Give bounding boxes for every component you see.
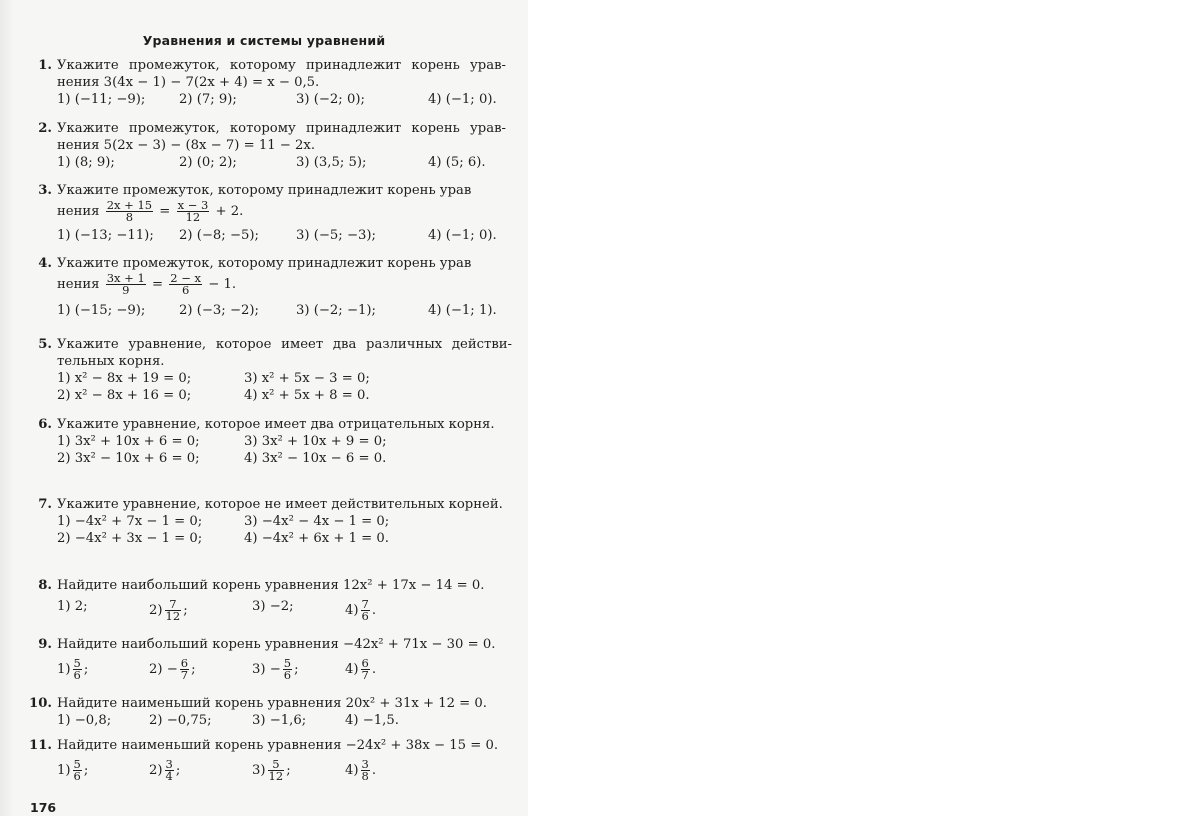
fraction: $\frac{2 - x}{6}$ — [170, 270, 201, 297]
answer-option: 2) 3x² − 10x + 6 = 0; — [57, 450, 200, 466]
problem-number: 4. — [38, 256, 52, 271]
problem-text: Укажите промежуток, которому принадлежит корень урав — [57, 256, 472, 271]
problem-number: 10. — [29, 696, 52, 711]
answer-option: 1) x² − 8x + 19 = 0; — [57, 370, 192, 386]
problem-1 — [28, 58, 506, 110]
answer-option: 1) 3x² + 10x + 6 = 0; — [57, 433, 200, 449]
answer-option: 4) $\frac{6}{7}$ . — [345, 655, 377, 682]
answer-option: 1) (−13; −11); — [57, 227, 154, 243]
problem-4: 4. Укажите промежуток, которому принадлежит корень урав нения $\frac{3x + 1}{9}$ = $\frac{2 - x}{6}$ − 1. 1) (−15; −9); 2) (−3; −2); 3) (−2; −1); 4) (−1; 1). — [28, 256, 506, 321]
problem-number: 5. — [38, 337, 52, 352]
section-title: Уравнения и системы уравнений — [142, 33, 386, 48]
problem-text: Найдите наибольший корень уравнения 12x² + 17x − 14 = 0. — [57, 578, 485, 593]
problem-text: Укажите уравнение, которое не имеет действительных корней. — [57, 497, 503, 512]
answer-option: 2) $\frac{7}{12}$ ; — [149, 596, 188, 623]
fraction: $\frac{x - 3}{12}$ — [177, 197, 209, 224]
answer-option: 2) (−8; −5); — [179, 227, 259, 243]
problem-number: 9. — [38, 637, 52, 652]
problem-text: Найдите наименьший корень уравнения −24x² + 38x − 15 = 0. — [57, 738, 499, 753]
problem-6 — [28, 417, 506, 468]
answer-option: 4) (5; 6). — [428, 154, 486, 170]
problem-7 — [28, 497, 506, 548]
answer-option: 2) x² − 8x + 16 = 0; — [57, 387, 192, 403]
answer-option: 4) 3x² − 10x − 6 = 0. — [244, 450, 387, 466]
answer-option: 3) (−2; −1); — [296, 302, 376, 318]
problem-number: 2. — [38, 121, 52, 136]
answer-option: 1) $\frac{5}{6}$ ; — [57, 756, 89, 783]
answer-option: 3) (3,5; 5); — [296, 154, 367, 170]
answer-option: 3) −4x² − 4x − 1 = 0; — [244, 513, 390, 529]
problem-text: Укажите промежуток, которому принадлежит корень уравнения 3(4x − 1) − 7(2x + 4) = x − 0,5. — [57, 58, 506, 90]
answer-option: 4) x² + 5x + 8 = 0. — [244, 387, 370, 403]
fraction: $\frac{3x + 1}{9}$ — [106, 270, 145, 297]
textbook-page — [0, 0, 528, 816]
problem-text: Укажите промежуток, которому принадлежит корень уравнения 5(2x − 3) − (8x − 7) = 11 − 2x. — [57, 121, 506, 153]
answer-option: 4) (−1; 1). — [428, 302, 497, 318]
answer-option: 1) (8; 9); — [57, 154, 115, 170]
answer-option: 3) 3x² + 10x + 9 = 0; — [244, 433, 387, 449]
answer-option: 3) − $\frac{5}{6}$ ; — [252, 655, 299, 682]
problem-text: Укажите уравнение, которое имеет два различных действительных корня. — [57, 337, 512, 369]
answer-option: 4) −1,5. — [345, 712, 399, 728]
answer-option: 4) −4x² + 6x + 1 = 0. — [244, 530, 389, 546]
problem-11 — [28, 738, 506, 783]
problem-number: 7. — [38, 497, 52, 512]
problem-3: 3. Укажите промежуток, которому принадлежит корень урав нения $\frac{2x + 15}{8}$ = $\frac{x - 3}{12}$ + 2. 1) (−13; −11); 2) (−8; −5); 3) (−5; −3); 4) (−1; 0). — [28, 183, 506, 246]
answer-option: 4) $\frac{3}{8}$ . — [345, 756, 377, 783]
answer-option: 3) x² + 5x − 3 = 0; — [244, 370, 370, 386]
answer-option: 2) −4x² + 3x − 1 = 0; — [57, 530, 203, 546]
problem-number: 1. — [38, 58, 52, 73]
answer-option: 1) 2; — [57, 598, 88, 614]
problem-8 — [28, 578, 506, 623]
answer-option: 3) $\frac{5}{12}$ ; — [252, 756, 291, 783]
answer-option: 4) (−1; 0). — [428, 227, 497, 243]
problem-number: 11. — [29, 738, 52, 753]
problem-number: 3. — [38, 183, 52, 198]
answer-option: 2) $\frac{3}{4}$ ; — [149, 756, 181, 783]
answer-option: 1) (−15; −9); — [57, 302, 146, 318]
answer-option: 2) (0; 2); — [179, 154, 237, 170]
answer-option: 2) −0,75; — [149, 712, 212, 728]
problem-number: 6. — [38, 417, 52, 432]
problem-2 — [28, 121, 506, 173]
problem-text: Укажите уравнение, которое имеет два отрицательных корня. — [57, 417, 495, 432]
answer-option: 3) −1,6; — [252, 712, 307, 728]
fraction: $\frac{2x + 15}{8}$ — [106, 197, 153, 224]
problem-9 — [28, 637, 506, 682]
answer-option: 4) $\frac{7}{6}$ . — [345, 596, 377, 623]
problem-text: Найдите наибольший корень уравнения −42x² + 71x − 30 = 0. — [57, 637, 496, 652]
answer-option: 3) (−2; 0); — [296, 91, 365, 107]
problem-5 — [28, 337, 512, 405]
answer-option: 4) (−1; 0). — [428, 91, 497, 107]
problem-text: Найдите наименьший корень уравнения 20x² + 31x + 12 = 0. — [57, 696, 488, 711]
answer-option: 1) −0,8; — [57, 712, 112, 728]
answer-option: 2) − $\frac{6}{7}$ ; — [149, 655, 196, 682]
answer-option: 3) −2; — [252, 598, 294, 614]
problem-number: 8. — [38, 578, 52, 593]
answer-option: 2) (−3; −2); — [179, 302, 259, 318]
answer-option: 3) (−5; −3); — [296, 227, 376, 243]
answer-option: 1) $\frac{5}{6}$ ; — [57, 655, 89, 682]
answer-option: 1) (−11; −9); — [57, 91, 146, 107]
answer-option: 2) (7; 9); — [179, 91, 237, 107]
page-number: 176 — [30, 800, 57, 815]
problem-text: Укажите промежуток, которому принадлежит корень урав — [57, 183, 472, 198]
answer-option: 1) −4x² + 7x − 1 = 0; — [57, 513, 203, 529]
problem-10 — [28, 696, 506, 731]
